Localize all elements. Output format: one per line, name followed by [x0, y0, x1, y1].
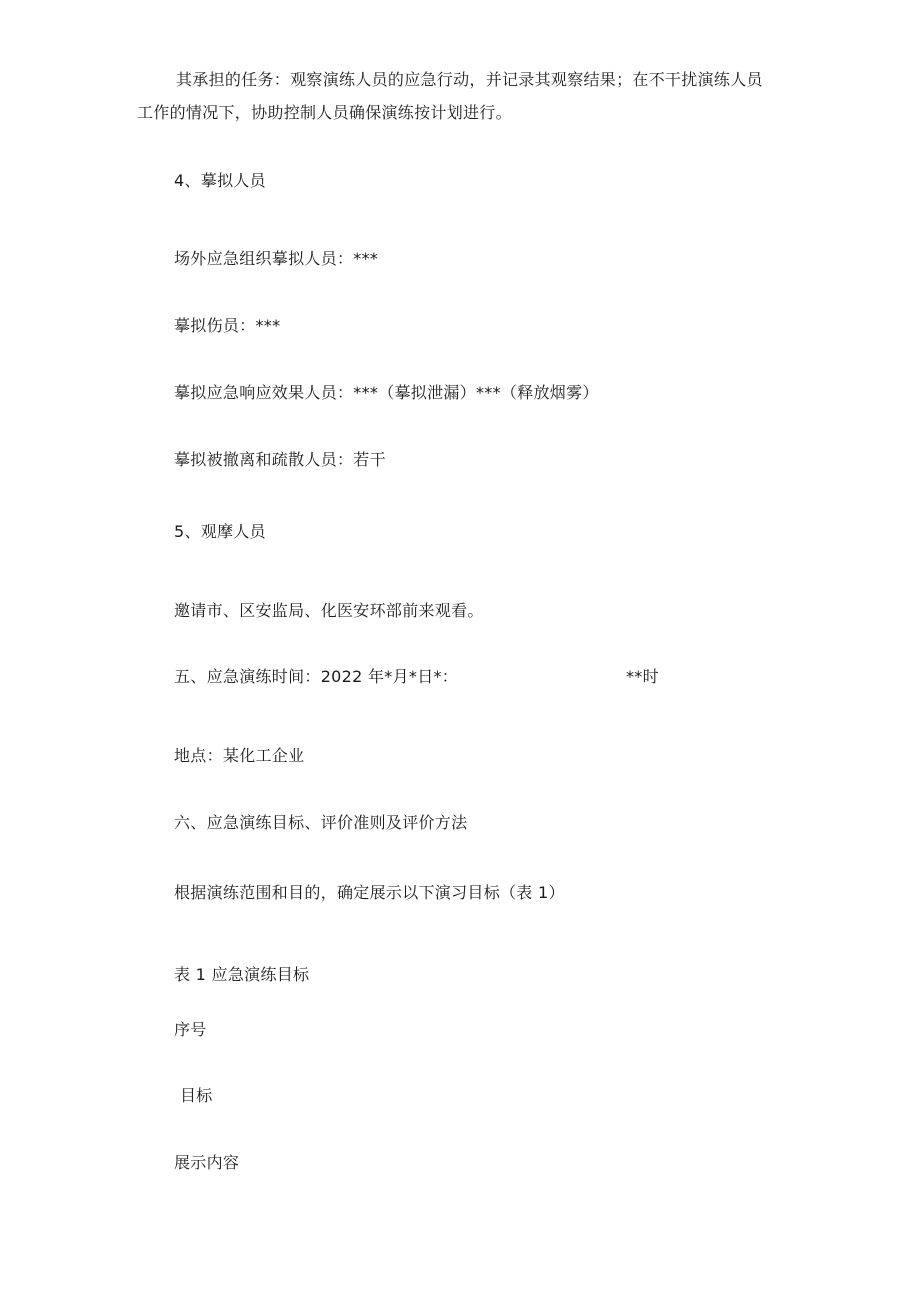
observers-invite-text: 邀请市、区安监局、化医安环部前来观看。: [174, 601, 484, 620]
drill-time-hour: **时: [626, 667, 659, 686]
paragraph-tasks-line-2: 工作的情况下，协助控制人员确保演练按计划进行。: [137, 103, 512, 122]
simulator-offsite-text: 场外应急组织摹拟人员：***: [174, 249, 379, 268]
section-six-heading: 六、应急演练目标、评价准则及评价方法: [174, 813, 468, 832]
heading-simulators: 4、摹拟人员: [174, 171, 266, 190]
goals-intro-text: 根据演练范围和目的，确定展示以下演习目标（表 1）: [174, 883, 565, 902]
paragraph-tasks-line-1: 其承担的任务：观察演练人员的应急行动，并记录其观察结果；在不干扰演练人员: [176, 70, 763, 89]
table-caption: 表 1 应急演练目标: [174, 965, 310, 984]
heading-observers: 5、观摩人员: [174, 522, 266, 541]
simulator-effects-text: 摹拟应急响应效果人员：***（摹拟泄漏）***（释放烟雾）: [174, 383, 599, 402]
table-column-goal: 目标: [180, 1086, 213, 1105]
table-column-serial: 序号: [174, 1020, 207, 1039]
simulator-injured-text: 摹拟伤员：***: [174, 316, 281, 335]
table-column-content: 展示内容: [174, 1153, 240, 1172]
location-text: 地点：某化工企业: [174, 746, 305, 765]
simulator-evacuees-text: 摹拟被撤离和疏散人员：若干: [174, 450, 386, 469]
drill-time-label: 五、应急演练时间：2022 年*月*日*：: [174, 667, 459, 686]
